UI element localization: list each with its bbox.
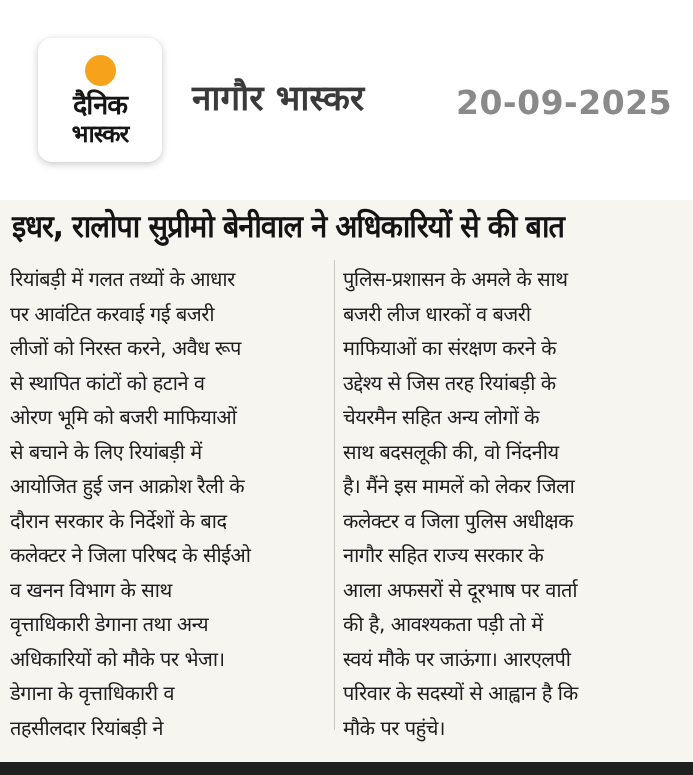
- text-line: डेगाना के वृत्ताधिकारी व: [10, 681, 174, 705]
- edition-header: [0, 0, 693, 200]
- text-line: लीजों को निरस्त करने, अवैध रूप: [10, 336, 241, 360]
- text-line: की है, आवश्यकता पड़ी तो में: [343, 612, 543, 636]
- article-headline: इधर, रालोपा सुप्रीमो बेनीवाल ने अधिकारियों से की बात: [12, 209, 565, 245]
- text-line: तहसीलदार रियांबड़ी ने: [10, 715, 164, 740]
- text-line: वृत्ताधिकारी डेगाना तथा अन्य: [10, 612, 209, 636]
- text-line: रियांबड़ी में गलत तथ्यों के आधार: [10, 267, 235, 291]
- article-column-right: [343, 262, 673, 745]
- article-column-left: [10, 262, 330, 745]
- text-line: आयोजित हुई जन आक्रोश रैली के: [10, 474, 245, 498]
- text-line: से बचाने के लिए रियांबड़ी में: [10, 439, 202, 464]
- text-line: कलेक्टर व जिला पुलिस अधीक्षक: [343, 508, 573, 533]
- text-line: मौके पर पहुंचे।: [343, 715, 446, 740]
- news-clipping: [0, 200, 693, 775]
- text-line: पुलिस-प्रशासन के अमले के साथ: [343, 267, 568, 291]
- dainik-bhaskar-logo: [38, 38, 162, 162]
- text-line: दौरान सरकार के निर्देशों के बाद: [10, 508, 227, 533]
- edition-title: नागौर भास्कर: [192, 79, 365, 119]
- text-line: कलेक्टर ने जिला परिषद के सीईओ: [10, 543, 251, 567]
- text-line: नागौर सहित राज्य सरकार के: [343, 543, 544, 567]
- text-line: व खनन विभाग के साथ: [10, 577, 172, 602]
- sun-logo-icon: [85, 55, 116, 86]
- text-line: साथ बदसलूकी की, वो निंदनीय: [343, 439, 559, 464]
- text-line: बजरी लीज धारकों व बजरी: [343, 301, 531, 326]
- column-divider: [334, 260, 335, 730]
- edition-date: 20-09-2025: [456, 83, 673, 122]
- text-line: परिवार के सदस्यों से आह्वान है कि: [343, 681, 578, 705]
- logo-text-line1: दैनिक: [72, 90, 128, 121]
- cropped-next-headline-strip: [0, 762, 693, 775]
- text-line: उद्देश्य से जिस तरह रियांबड़ी के: [343, 370, 556, 395]
- text-line: चेयरमैन सहित अन्य लोगों के: [343, 405, 540, 429]
- text-line: है। मैंने इस मामलें को लेकर जिला: [343, 474, 575, 498]
- text-line: पर आवंटित करवाई गई बजरी: [10, 301, 215, 326]
- logo-text-line2: भास्कर: [71, 120, 129, 148]
- text-line: से स्थापित कांटों को हटाने व: [10, 370, 205, 395]
- text-line: अधिकारियों को मौके पर भेजा।: [10, 646, 225, 671]
- text-line: माफियाओं का संरक्षण करने के: [343, 336, 556, 360]
- text-line: ओरण भूमि को बजरी माफियाओं: [10, 405, 237, 429]
- text-line: आला अफसरों से दूरभाष पर वार्ता: [343, 577, 578, 602]
- text-line: स्वयं मौके पर जाऊंगा। आरएलपी: [343, 646, 571, 671]
